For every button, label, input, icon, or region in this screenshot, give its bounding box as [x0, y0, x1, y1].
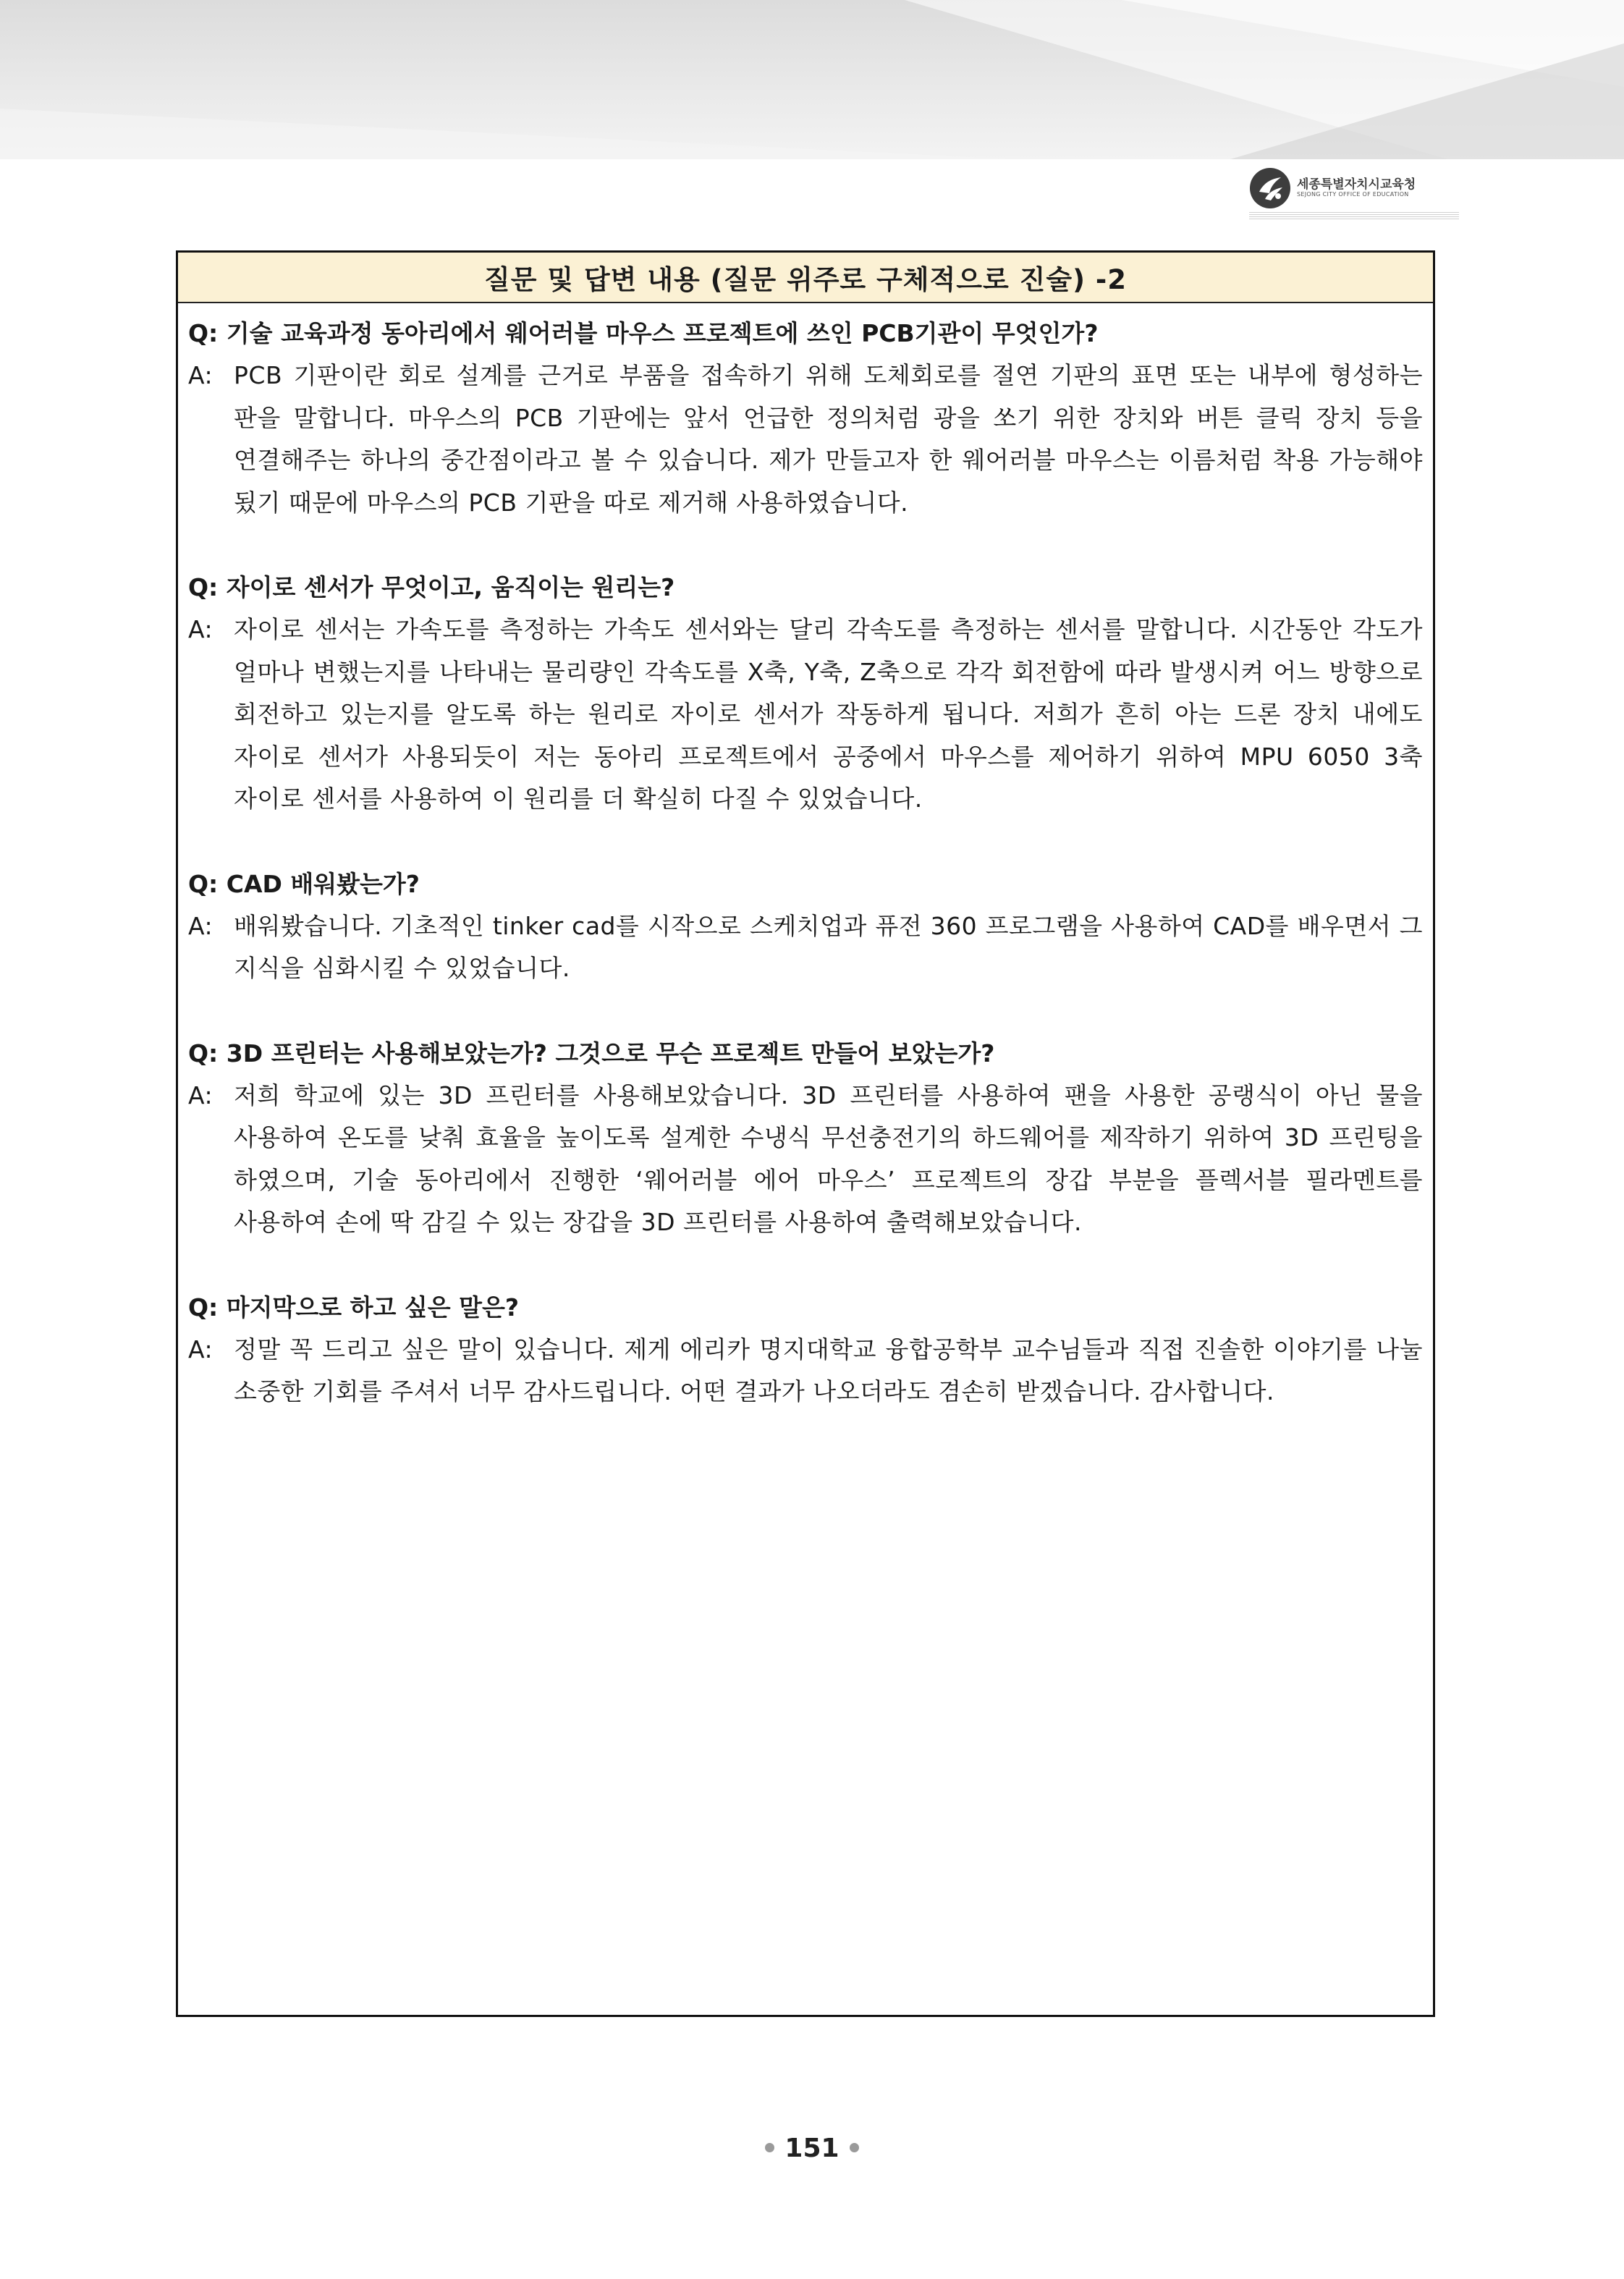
page-number-text: 151: [784, 2134, 840, 2163]
answer-prefix: A:: [188, 615, 213, 643]
answer-block: [188, 1075, 1423, 1244]
qa-item: [188, 566, 1423, 821]
org-name-en: SEJONG CITY OFFICE OF EDUCATION: [1297, 190, 1409, 198]
answer-block: [188, 355, 1423, 524]
header-decoration: [0, 0, 1624, 159]
answer-block: [188, 609, 1423, 821]
question-text: 마지막으로 하고 싶은 말은?: [226, 1293, 520, 1322]
question-text: CAD 배워봤는가?: [226, 869, 420, 898]
qa-table-title: 질문 및 답변 내용 (질문 위주로 구체적으로 진술) -2: [178, 253, 1433, 303]
page-number: [0, 2134, 1624, 2163]
answer-block: [188, 905, 1423, 990]
organization-logo: [1249, 166, 1416, 210]
answer-prefix: A:: [188, 911, 213, 940]
question-text: 3D 프린터는 사용해보았는가? 그것으로 무슨 프로젝트 만들어 보았는가?: [226, 1039, 995, 1067]
question-line: [188, 1032, 1423, 1075]
question-text: 기술 교육과정 동아리에서 웨어러블 마우스 프로젝트에 쓰인 PCB기관이 무엇인가?: [226, 319, 1099, 347]
question-prefix: Q:: [188, 573, 219, 601]
question-prefix: Q:: [188, 1293, 219, 1322]
answer-prefix: A:: [188, 361, 213, 389]
answer-text: 자이로 센서는 가속도를 측정하는 가속도 센서와는 달리 각속도를 측정하는 센서를 말합니다. 시간동안 각도가 얼마나 변했는지를 나타내는 물리량인 각속도를 X축, Y축, Z축으로 각각 회전함에 따라 발생시켜 어느 방향으로 회전하고 있는지를 알도록 하는 원리로 자이로 센서가 작동하게 됩니다. 저희가 흔히 아는 드론 장치 내에도 자이로 센서가 사용되듯이 저는 동아리 프로젝트에서 공중에서 마우스를 제어하기 위하여 MPU 6050 3축 자이로 센서를 사용하여 이 원리를 더 확실히 다질 수 있었습니다.: [234, 615, 1423, 813]
header-swoosh-graphic: [0, 0, 1624, 159]
qa-item: [188, 1286, 1423, 1413]
answer-text: 저희 학교에 있는 3D 프린터를 사용해보았습니다. 3D 프린터를 사용하여 팬을 사용한 공랭식이 아닌 물을 사용하여 온도를 낮춰 효율을 높이도록 설계한 수냉식 무선충전기의 하드웨어를 제작하기 위하여 3D 프린팅을 하였으며, 기술 동아리에서 진행한 ‘웨어러블 에어 마우스’ 프로젝트의 장갑 부분을 플렉서블 필라멘트를 사용하여 손에 딱 감길 수 있는 장갑을 3D 프린터를 사용하여 출력해보았습니다.: [234, 1081, 1423, 1236]
qa-content: [178, 303, 1433, 1413]
bullet-dot-icon: [765, 2143, 774, 2152]
question-line: [188, 1286, 1423, 1329]
logo-underline-rules: [1249, 212, 1459, 221]
question-prefix: Q:: [188, 869, 219, 898]
question-prefix: Q:: [188, 319, 219, 347]
answer-text: 배워봤습니다. 기초적인 tinker cad를 시작으로 스케치업과 퓨전 360 프로그램을 사용하여 CAD를 배우면서 그 지식을 심화시킬 수 있었습니다.: [234, 911, 1423, 982]
org-name: 세종특별자치시교육청: [1297, 177, 1416, 193]
answer-prefix: A:: [188, 1335, 213, 1363]
qa-table: [176, 250, 1435, 2017]
answer-text: 정말 꼭 드리고 싶은 말이 있습니다. 제게 에리카 명지대학교 융합공학부 교수님들과 직접 진솔한 이야기를 나눌 소중한 기회를 주셔서 너무 감사드립니다. 어떤 결과가 나오더라도 겸손히 받겠습니다. 감사합니다.: [234, 1335, 1423, 1405]
qa-item: [188, 312, 1423, 524]
question-prefix: Q:: [188, 1039, 219, 1067]
answer-prefix: A:: [188, 1081, 213, 1109]
sejong-emblem-icon: [1249, 167, 1291, 209]
answer-block: [188, 1329, 1423, 1413]
question-line: [188, 312, 1423, 355]
bullet-dot-icon: [850, 2143, 859, 2152]
answer-text: PCB 기판이란 회로 설계를 근거로 부품을 접속하기 위해 도체회로를 절연 기판의 표면 또는 내부에 형성하는 판을 말합니다. 마우스의 PCB 기판에는 앞서 언급한 정의처럼 광을 쏘기 위한 장치와 버튼 클릭 장치 등을 연결해주는 하나의 중간점이라고 볼 수 있습니다. 제가 만들고자 한 웨어러블 마우스는 이름처럼 착용 가능해야 됬기 때문에 마우스의 PCB 기판을 따로 제거해 사용하였습니다.: [234, 361, 1423, 517]
question-line: [188, 863, 1423, 905]
qa-item: [188, 1032, 1423, 1244]
question-line: [188, 566, 1423, 609]
question-text: 자이로 센서가 무엇이고, 움직이는 원리는?: [226, 573, 675, 601]
qa-item: [188, 863, 1423, 990]
